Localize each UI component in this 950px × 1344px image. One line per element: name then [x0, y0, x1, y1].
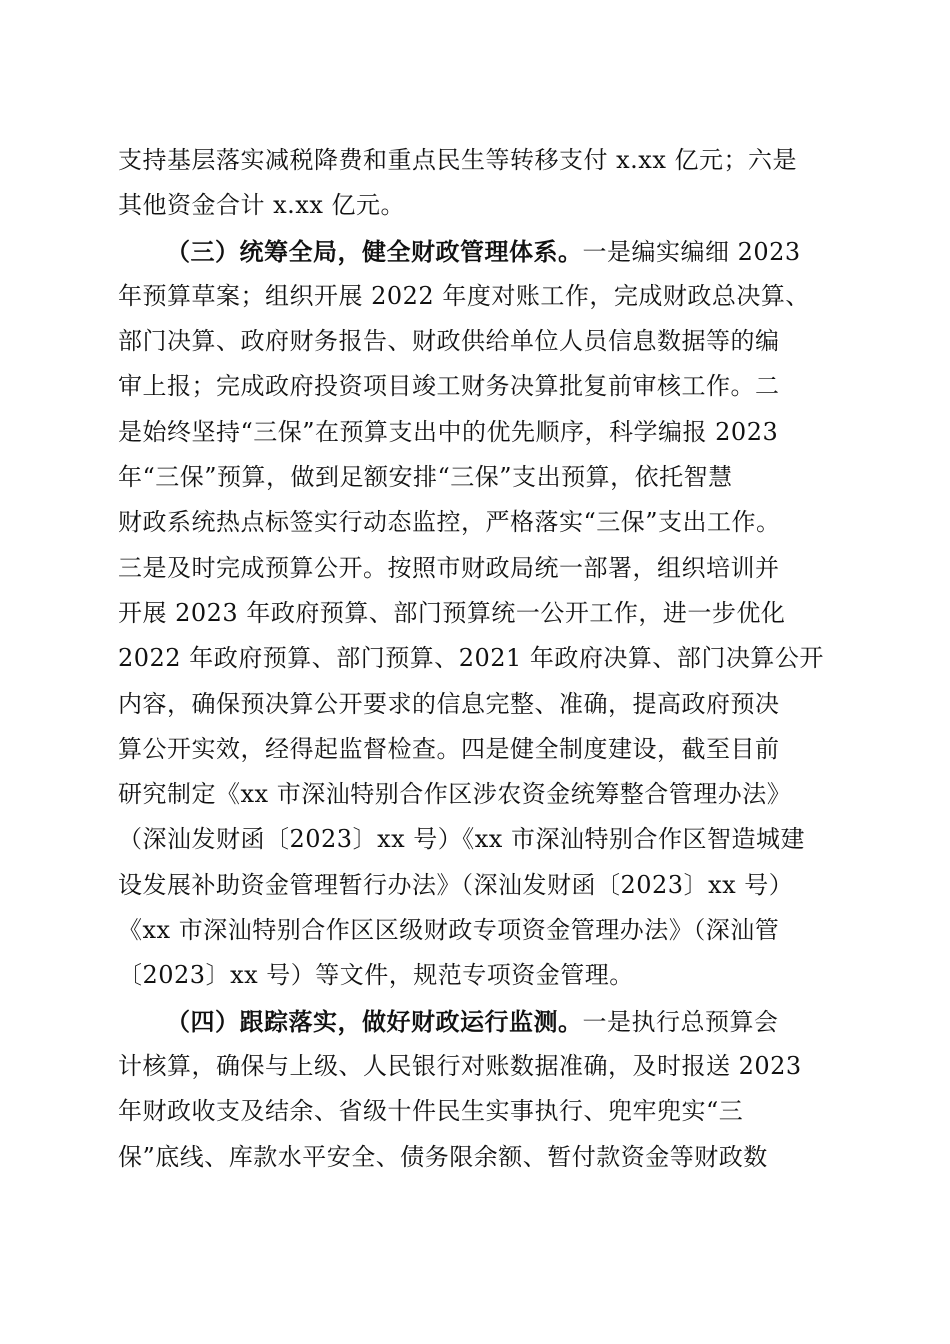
- text-line: 年预算草案；组织开展 2022 年度对账工作，完成财政总决算、: [118, 281, 810, 310]
- text-line: 年“三保”预算，做到足额安排“三保”支出预算，依托智慧: [118, 463, 733, 492]
- text-line: 2022 年政府预算、部门预算、2021 年政府决算、部门决算公开: [118, 644, 824, 673]
- text-line: 是始终坚持“三保”在预算支出中的优先顺序，科学编报 2023: [118, 417, 779, 446]
- text-line: 算公开实效，经得起监督检查。四是健全制度建设，截至目前: [118, 734, 780, 763]
- text-line: 设发展补助资金管理暂行办法》（深汕发财函〔2023〕xx 号）: [118, 870, 794, 899]
- text-line: 审上报；完成政府投资项目竣工财务决算批复前审核工作。二: [118, 372, 780, 401]
- section-heading: （四）跟踪落实，做好财政运行监测。: [166, 1006, 583, 1036]
- text-line: 其他资金合计 x.xx 亿元。: [118, 191, 405, 220]
- text-line: 年财政收支及结余、省级十件民生实事执行、兜牢兜实“三: [118, 1097, 744, 1126]
- text-line: 内容，确保预决算公开要求的信息完整、准确，提高政府预决: [118, 689, 780, 718]
- text-line: 部门决算、政府财务报告、财政供给单位人员信息数据等的编: [118, 327, 780, 356]
- text-line: 支持基层落实减税降费和重点民生等转移支付 x.xx 亿元；六是: [118, 146, 797, 174]
- text-line: 三是及时完成预算公开。按照市财政局统一部署，组织培训并: [118, 553, 780, 582]
- text-line: 财政系统热点标签实行动态监控，严格落实“三保”支出工作。: [118, 508, 781, 537]
- text-line: 〔2023〕xx 号）等文件，规范专项资金管理。: [118, 961, 634, 990]
- document-body: [118, 138, 830, 1180]
- paragraph-3: [118, 999, 830, 1180]
- text-span: 一是执行总预算会: [582, 1007, 779, 1036]
- text-line: （深汕发财函〔2023〕xx 号）《xx 市深汕特别合作区智造城建: [118, 825, 805, 854]
- paragraph-1: [118, 138, 830, 229]
- text-line: 保”底线、库款水平安全、债务限余额、暂付款资金等财政数: [118, 1142, 768, 1171]
- paragraph-first-line: [118, 999, 830, 1044]
- text-line: 开展 2023 年政府预算、部门预算统一公开工作，进一步优化: [118, 598, 786, 627]
- paragraph-first-line: [118, 229, 830, 274]
- text-line: 《xx 市深汕特别合作区区级财政专项资金管理办法》（深汕管: [118, 916, 780, 945]
- paragraph-2: [118, 229, 830, 999]
- text-span: 一是编实编细 2023: [582, 237, 801, 266]
- text-line: 计核算，确保与上级、人民银行对账数据准确，及时报送 2023: [118, 1051, 802, 1080]
- text-line: 研究制定《xx 市深汕特别合作区涉农资金统筹整合管理办法》: [118, 780, 792, 809]
- section-heading: （三）统筹全局，健全财政管理体系。: [166, 236, 583, 266]
